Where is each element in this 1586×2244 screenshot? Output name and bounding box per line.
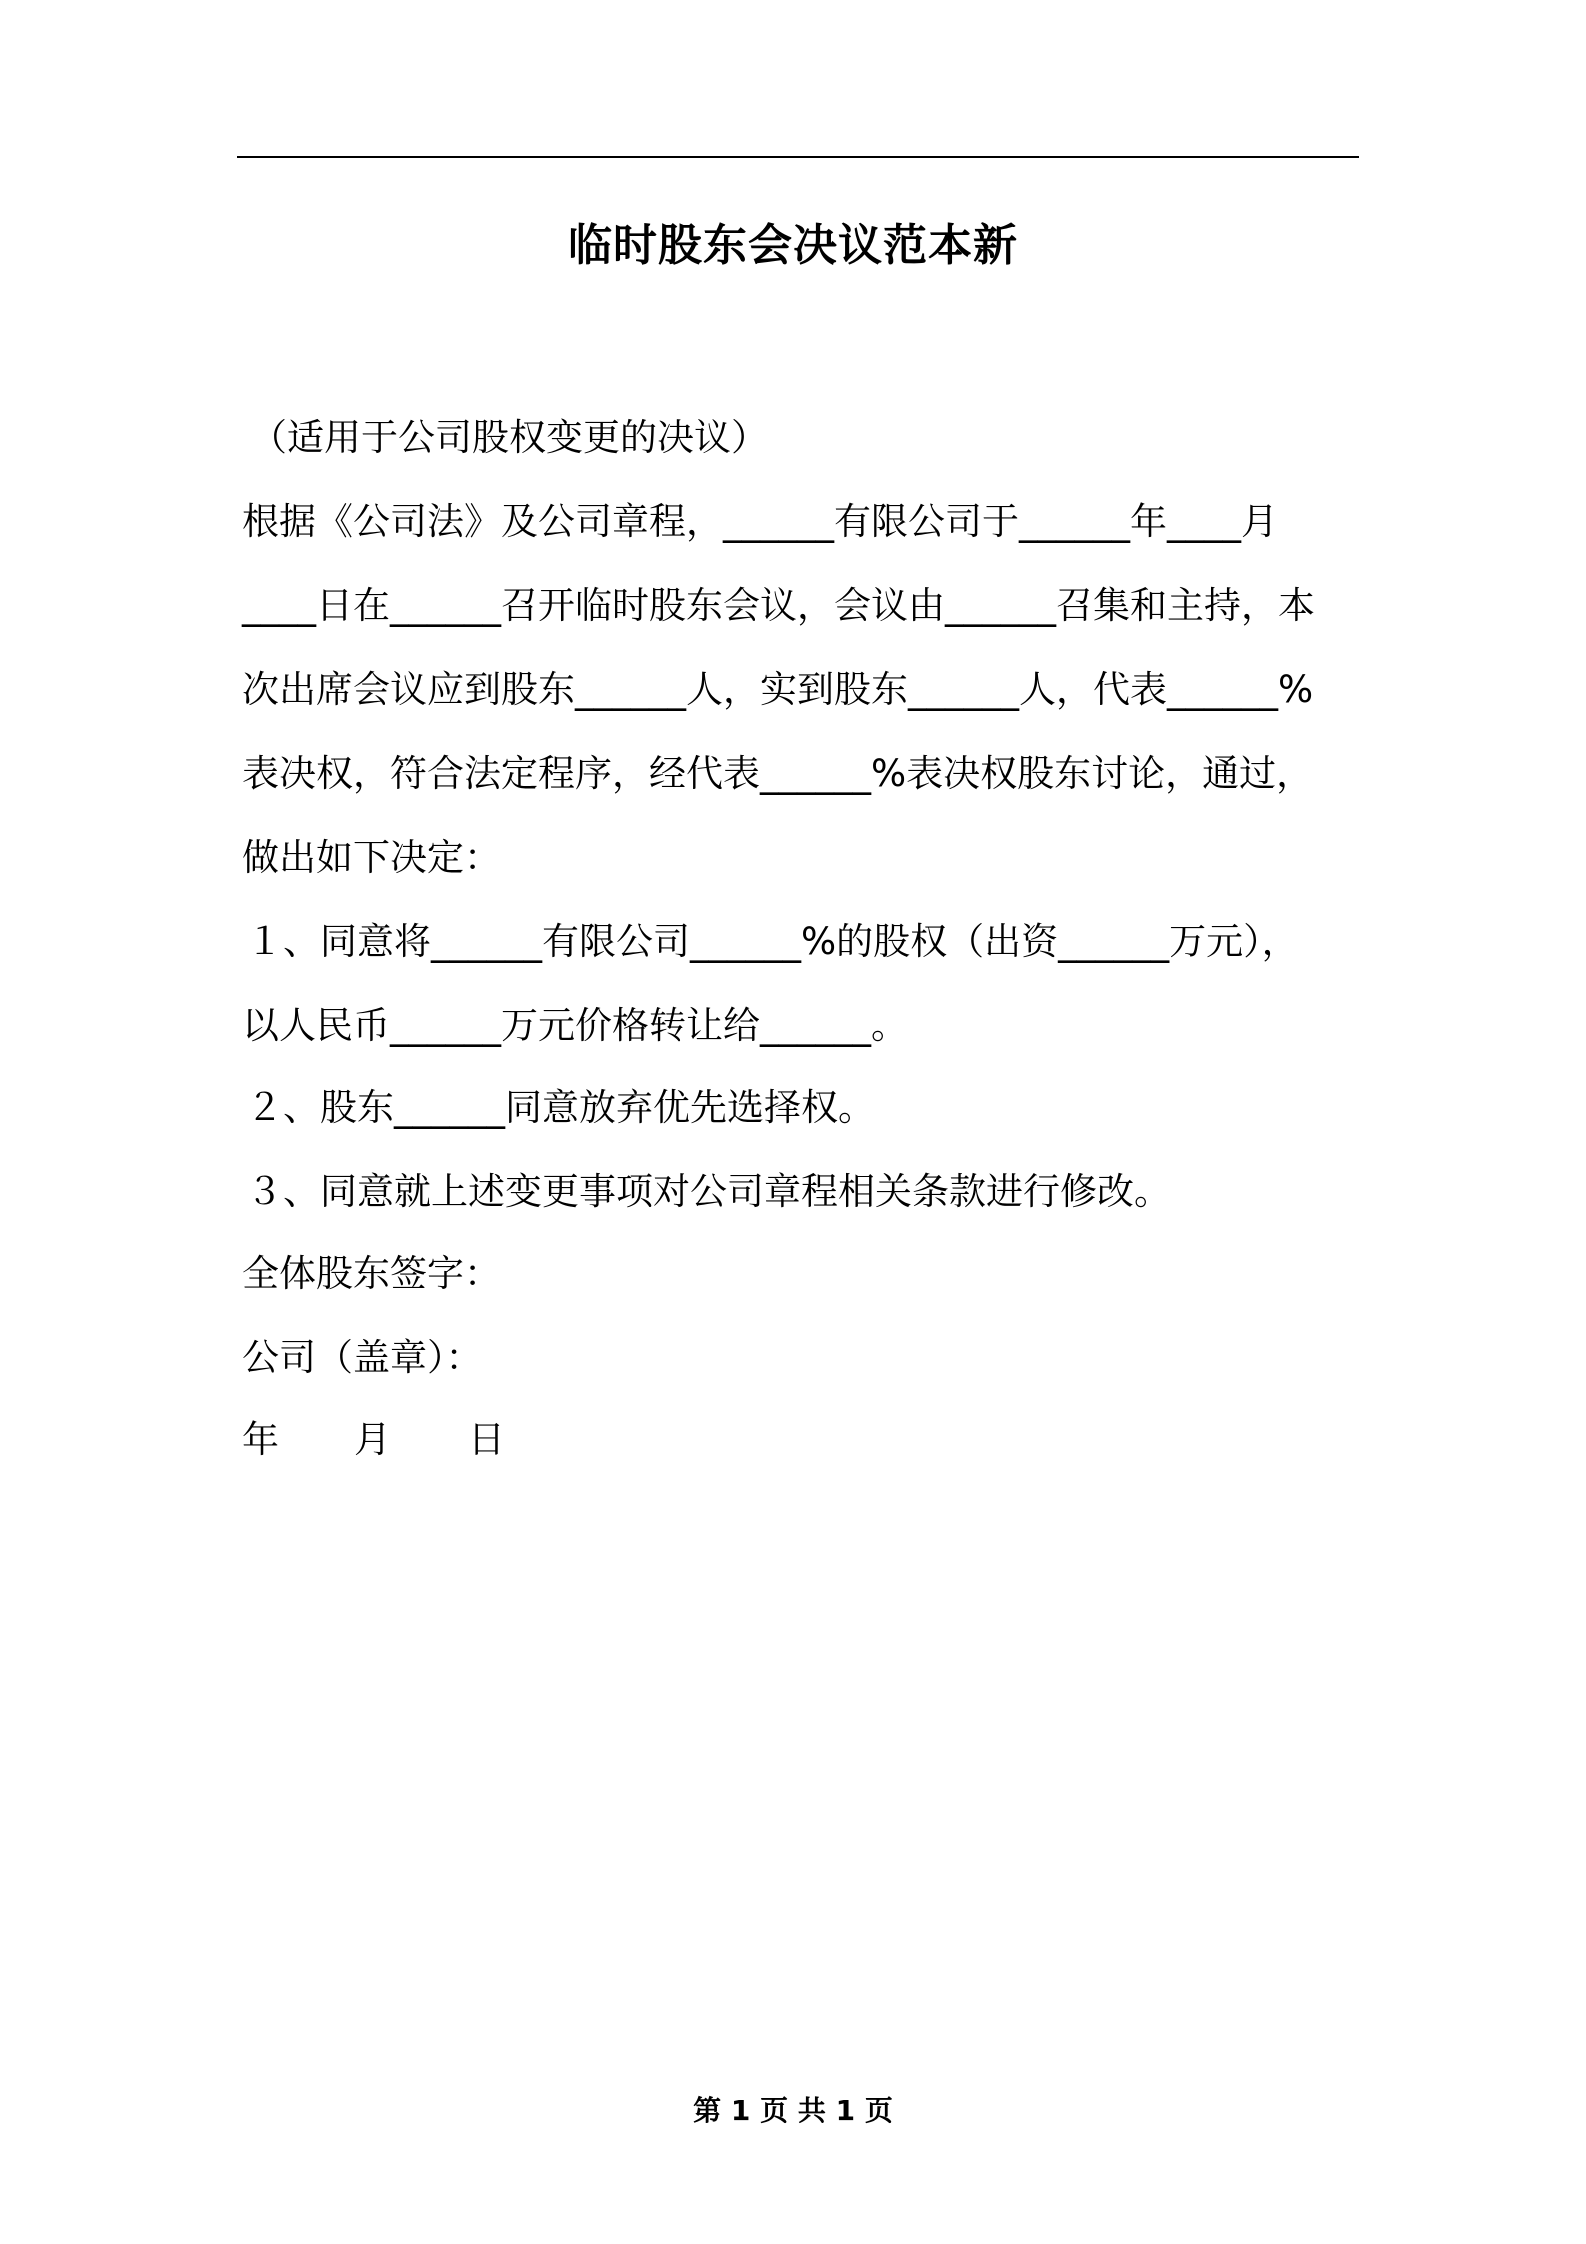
document-subtitle: （适用于公司股权变更的决议） (250, 416, 768, 459)
item-1-line-1: １、同意将______有限公司______%的股权（出资______万元）， (246, 920, 1299, 963)
date-day: 日 (468, 1418, 505, 1461)
date-year: 年 (242, 1418, 279, 1461)
paragraph-line-2: ____日在______召开临时股东会议，会议由______召集和主持，本 (242, 584, 1315, 627)
item-2: ２、股东______同意放弃优先选择权。 (246, 1086, 875, 1129)
header-divider (237, 156, 1359, 158)
document-title: 临时股东会决议范本新 (568, 220, 1018, 271)
page-number: 第 1 页 共 1 页 (693, 2094, 893, 2127)
item-1-line-2: 以人民币______万元价格转让给______。 (242, 1004, 908, 1047)
paragraph-line-4: 表决权，符合法定程序，经代表______%表决权股东讨论，通过， (242, 752, 1314, 795)
paragraph-line-5: 做出如下决定： (242, 836, 501, 879)
seal-label: 公司（盖章）： (242, 1336, 483, 1379)
signature-label: 全体股东签字： (242, 1252, 501, 1295)
item-3: ３、同意就上述变更事项对公司章程相关条款进行修改。 (246, 1170, 1171, 1213)
paragraph-line-3: 次出席会议应到股东______人，实到股东______人，代表______% (242, 668, 1314, 711)
date-line (242, 1414, 505, 1466)
paragraph-line-1: 根据《公司法》及公司章程，______有限公司于______年____月 (242, 500, 1278, 543)
date-month: 月 (354, 1418, 391, 1461)
